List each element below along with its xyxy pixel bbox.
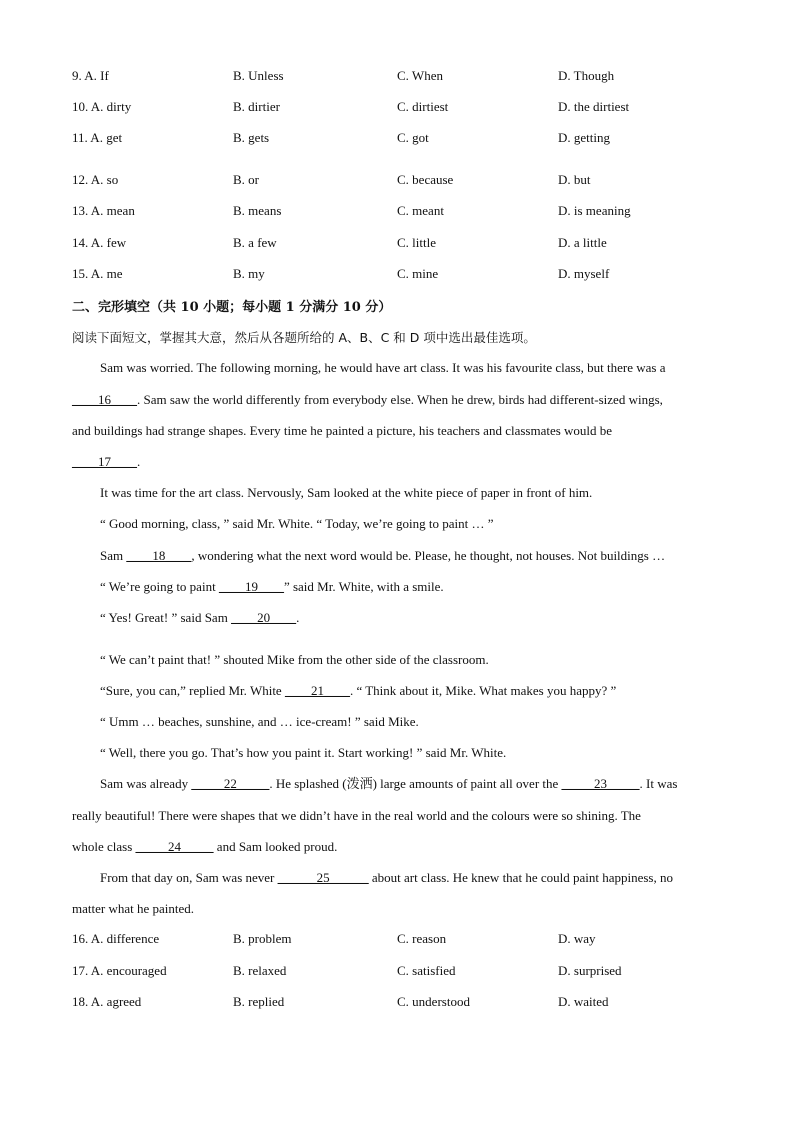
option-d: D. is meaning <box>558 203 631 218</box>
option-d: D. surprised <box>558 963 622 978</box>
question-12-row <box>72 172 732 190</box>
passage-text: “ Umm … beaches, sunshine, and … ice-cream! ” said Mike. <box>100 714 419 729</box>
section-title: 二、完形填空（共 10 小题；每小题 1 分满分 10 分） <box>72 300 392 315</box>
question-10-row <box>72 99 732 117</box>
passage-text: “Sure, you can,” replied Mr. White <box>100 683 285 698</box>
option-b: B. a few <box>233 235 277 250</box>
option-b: B. dirtier <box>233 99 280 114</box>
passage-line <box>100 651 748 669</box>
option-c: C. mine <box>397 266 439 281</box>
passage-text: Sam <box>100 548 127 563</box>
passage-line <box>100 869 720 887</box>
option-a: 12. A. so <box>72 172 119 187</box>
option-b: B. Unless <box>233 68 284 83</box>
question-18-row <box>72 994 732 1012</box>
passage-text: about art class. He knew that he could paint happiness, no <box>368 870 673 885</box>
passage-line <box>72 422 720 440</box>
option-a: 14. A. few <box>72 235 127 250</box>
option-c: C. When <box>397 68 443 83</box>
option-b: B. problem <box>233 931 292 946</box>
passage-text: “ Good morning, class, ” said Mr. White. “ Today, we’re going to paint … ” <box>100 516 494 531</box>
passage-line <box>72 900 720 918</box>
passage-text: It was time for the art class. Nervously, Sam looked at the white piece of paper in front of him. <box>100 485 593 500</box>
passage-text: ” said Mr. White, with a smile. <box>283 579 444 594</box>
passage-text: . He splashed (泼洒) large amounts of paint all over the <box>269 776 562 791</box>
passage-line <box>100 484 748 502</box>
option-b: B. replied <box>233 994 285 1009</box>
option-d: D. but <box>558 172 591 187</box>
option-a: 15. A. me <box>72 266 123 281</box>
option-a: 18. A. agreed <box>72 994 142 1009</box>
question-9-row <box>72 68 732 86</box>
blank-21: ____21____ <box>284 683 350 698</box>
option-c: C. meant <box>397 203 444 218</box>
option-c: C. satisfied <box>397 963 456 978</box>
blank-24: _____24_____ <box>135 839 214 854</box>
question-14-row <box>72 235 732 253</box>
question-13-row <box>72 203 732 221</box>
option-c: C. reason <box>397 931 447 946</box>
blank-22: _____22_____ <box>191 776 270 791</box>
passage-text: really beautiful! There were shapes that we didn’t have in the real world and the colours were so shining. The <box>72 808 641 823</box>
option-c: C. little <box>397 235 436 250</box>
passage-text: matter what he painted. <box>72 901 195 916</box>
passage-line <box>100 547 748 565</box>
blank-17: ____17____ <box>72 454 137 469</box>
passage-line <box>100 682 748 700</box>
option-d: D. a little <box>558 235 607 250</box>
passage-text: “ Well, there you go. That’s how you paint it. Start working! ” said Mr. White. <box>100 745 507 760</box>
option-d: D. waited <box>558 994 609 1009</box>
passage-line <box>100 578 748 596</box>
option-d: D. Though <box>558 68 615 83</box>
option-a: 9. A. If <box>72 68 109 83</box>
passage-text: Sam was already <box>100 776 192 791</box>
blank-25: ______25______ <box>277 870 369 885</box>
option-a: 11. A. get <box>72 130 123 145</box>
blank-23: _____23_____ <box>561 776 640 791</box>
passage-text: and Sam looked proud. <box>213 839 338 854</box>
passage-text: . Sam saw the world differently from everybody else. When he drew, birds had different-sized wings, <box>137 392 663 407</box>
passage-text: . <box>296 610 300 625</box>
blank-18: ____18____ <box>126 548 192 563</box>
option-a: 16. A. difference <box>72 931 160 946</box>
passage-text: , wondering what the next word would be. Please, he thought, not houses. Not buildings … <box>191 548 666 563</box>
option-d: D. getting <box>558 130 610 145</box>
option-c: C. dirtiest <box>397 99 449 114</box>
option-b: B. relaxed <box>233 963 287 978</box>
option-d: D. the dirtiest <box>558 99 630 114</box>
passage-line <box>72 838 720 856</box>
passage-text: . <box>137 454 141 469</box>
passage-line <box>100 775 720 793</box>
option-c: C. understood <box>397 994 470 1009</box>
option-c: C. because <box>397 172 454 187</box>
question-17-row <box>72 963 732 981</box>
passage-line <box>100 609 748 627</box>
option-b: B. or <box>233 172 259 187</box>
passage-text: From that day on, Sam was never <box>100 870 278 885</box>
option-b: B. means <box>233 203 282 218</box>
option-d: D. way <box>558 931 596 946</box>
passage-text: Sam was worried. The following morning, he would have art class. It was his favourite class, but there was a <box>100 360 666 375</box>
option-a: 13. A. mean <box>72 203 135 218</box>
passage-line <box>72 807 720 825</box>
passage-line <box>100 744 748 762</box>
passage-line <box>72 453 720 471</box>
option-c: C. got <box>397 130 429 145</box>
blank-16: ____16____ <box>72 392 137 407</box>
blank-20: ____20____ <box>231 610 297 625</box>
question-16-row <box>72 931 732 949</box>
option-a: 10. A. dirty <box>72 99 132 114</box>
passage-text: whole class <box>72 839 136 854</box>
question-15-row <box>72 266 732 284</box>
passage-text: . It was <box>639 776 678 791</box>
passage-line <box>100 713 748 731</box>
passage-line <box>72 391 720 409</box>
passage-text: and buildings had strange shapes. Every time he painted a picture, his teachers and classmates would be <box>72 423 613 438</box>
option-a: 17. A. encouraged <box>72 963 167 978</box>
passage-text: “ We can’t paint that! ” shouted Mike from the other side of the classroom. <box>100 652 489 667</box>
instruction-text: 阅读下面短文，掌握其大意，然后从各题所给的 A、B、C 和 D 项中选出最佳选项。 <box>72 330 536 345</box>
option-d: D. myself <box>558 266 610 281</box>
option-b: B. my <box>233 266 265 281</box>
option-b: B. gets <box>233 130 270 145</box>
passage-text: “ Yes! Great! ” said Sam <box>100 610 232 625</box>
passage-text: “ We’re going to paint <box>100 579 219 594</box>
question-11-row <box>72 130 732 148</box>
passage-text: . “ Think about it, Mike. What makes you happy? ” <box>349 683 617 698</box>
passage-line <box>100 359 720 377</box>
passage-line <box>100 515 748 533</box>
blank-19: ____19____ <box>218 579 284 594</box>
